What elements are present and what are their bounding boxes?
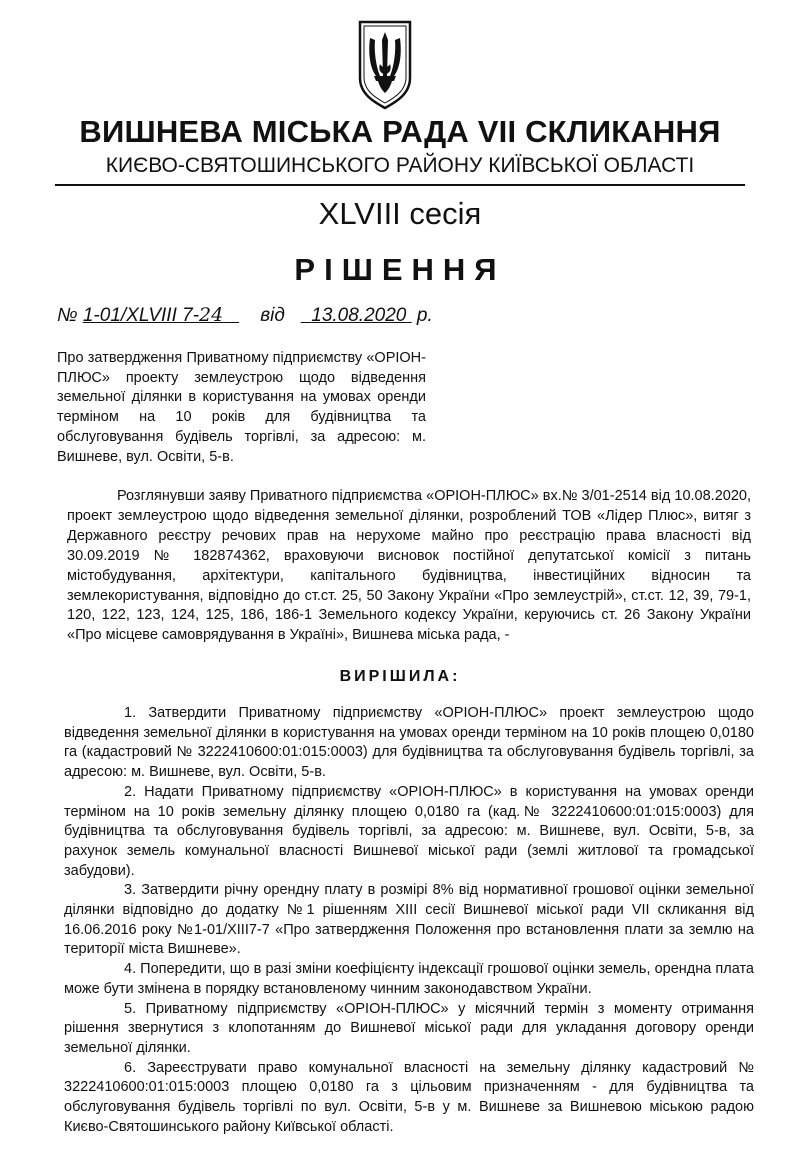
number-prefix: № — [57, 305, 78, 326]
coat-of-arms-trident-icon — [356, 18, 414, 110]
decision-number — [83, 305, 239, 326]
resolution-item-6: 6. Зареєструвати право комунальної власності на земельну ділянку кадастровий № 3222410600:01:015:0003 площею 0,0180 га з цільовим призначенням - для будівництва та обслуговування будівель торгівлі по вул. Освіти, 5-в у м. Вишневе за Вишневою міською радою Києво-Святошинського району Київської області. — [64, 1059, 754, 1135]
resolution-item-1: 1. Затвердити Приватному підприємству «ОРІОН-ПЛЮС» проект землеустрою щодо відведення земельної ділянки в користування на умовах оренди терміном на 10 років площею 0,0180 га (кадастровий № 3222410600:01:015:0003) для будівництва та обслуговування будівель торгівлі, за адресою: м. Вишневе, вул. Освіти, 5-в. — [64, 705, 754, 781]
decision-number-handwritten: 24 — [199, 304, 224, 326]
session-title: XLVIII сесія — [318, 196, 482, 231]
decision-date: 13.08.2020 — [311, 305, 407, 326]
resolved-heading: ВИРІШИЛА: — [339, 668, 461, 685]
council-name: ВИШНЕВА МІСЬКА РАДА VII СКЛИКАННЯ — [79, 114, 721, 149]
date-suffix: р. — [416, 305, 433, 326]
resolution-item-5: 5. Приватному підприємству «ОРІОН-ПЛЮС» у місячний термін з моменту отримання рішення звернутися з клопотанням до Вишневої міської ради для укладання договору оренди земельної ділянки. — [64, 1000, 754, 1056]
resolution-item-4: 4. Попередити, що в разі зміни коефіцієнту індексації грошової оцінки земель, орендна плата може бути змінена в порядку встановленому чинним законодавством України. — [64, 961, 754, 997]
decision-subject: Про затвердження Приватному підприємству «ОРІОН-ПЛЮС» проекту землеустрою щодо відведення земельної ділянки в користування на умовах оренди терміном на 10 років для будівництва та обслуговування будівель торгівлі, за адресою: м. Вишневе, вул. Освіти, 5-в. — [57, 350, 426, 465]
header-divider — [55, 184, 745, 186]
resolution-items — [64, 704, 754, 1137]
district-name: КИЄВО-СВЯТОШИНСЬКОГО РАЙОНУ КИЇВСЬКОЇ ОБЛАСТІ — [105, 154, 695, 177]
decision-number-printed: 1-01/XLVIII 7- — [82, 305, 200, 326]
resolution-item-2: 2. Надати Приватному підприємству «ОРІОН-ПЛЮС» в користування на умовах оренди терміном на 10 років земельну ділянку площею 0,0180 га (кад.№ 3222410600:01:015:0003) для будівництва та обслуговування будівель торгівлі, за адресою: м. Вишневе, вул. Освіти, 5-в, за рахунок земель комунальної власності Вишневої міської ради (землі житлової та громадської забудови). — [64, 783, 754, 879]
decision-number-line — [57, 304, 433, 327]
resolution-item-3: 3. Затвердити річну орендну плату в розмірі 8% від нормативної грошової оцінки земельної ділянки відповідно до додатку №1 рішенням XIII сесії Вишневої міської ради VII скликання від 16.06.2016 року №1-01/XIII7-7 «Про затвердження Положення про встановлення плати за землю на території міста Вишневе». — [64, 882, 754, 958]
document-type-title: РІШЕННЯ — [294, 252, 506, 287]
preamble-paragraph: Розглянувши заяву Приватного підприємства «ОРІОН-ПЛЮС» вх.№ 3/01-2514 від 10.08.2020, проект землеустрою щодо відведення земельної ділянки, розроблений ТОВ «Лідер Плюс», витяг з Державного реєстру речових прав на нерухоме майно про реєстрацію права власності від 30.09.2019 № 182874362, враховуючи висновок постійної депутатської комісії з питань містобудування, архітектури, капітального будівництва, інвестиційних відносин та землекористування, відповідно до ст.ст. 25, 50 Закону України «Про землеустрій», ст.ст. 12, 39, 79-1, 120, 122, 123, 124, 125, 186, 186-1 Земельного кодексу України, керуючись ст. 26 Закону України «Про місцеве самоврядування в Україні», Вишнева міська рада, - — [67, 488, 751, 644]
date-prefix: від — [260, 305, 285, 326]
